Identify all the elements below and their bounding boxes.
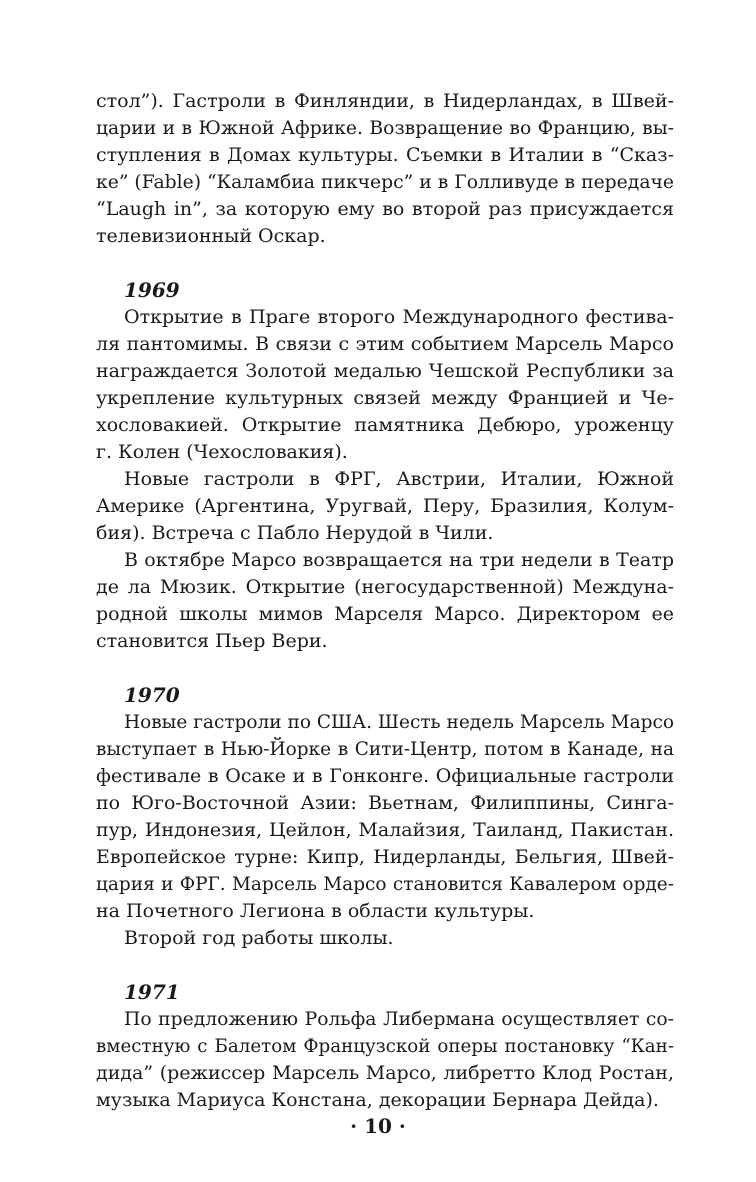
- year-heading: 1971: [124, 980, 180, 1004]
- paragraph: [96, 547, 674, 655]
- text-line: Новые гастроли по США. Шесть недель Марсель Марсо: [124, 712, 674, 733]
- intro-paragraph: [96, 88, 674, 250]
- text-line: фестивале в Осаке и в Гонконге. Официальные гастроли: [96, 765, 674, 787]
- text-line: выступает в Нью-Йорке в Сити-Центр, потом в Канаде, на: [96, 739, 674, 760]
- text-line: г. Колен (Чехословакия).: [96, 441, 348, 463]
- text-line: по Юго-Восточной Азии: Вьетнам, Филиппины, Синга-: [96, 792, 674, 814]
- text-line: цария и ФРГ. Марсель Марсо становится Кавалером орде-: [96, 874, 674, 895]
- text-line: царии и в Южной Африке. Возвращение во Францию, вы-: [96, 118, 674, 139]
- paragraph: [96, 466, 674, 547]
- text-line: Второй год работы школы.: [124, 927, 394, 949]
- paragraph: [96, 1006, 674, 1114]
- text-line: дида” (режиссер Марсель Марсо, либретто Клод Ростан,: [96, 1062, 674, 1084]
- text-line: Открытие в Праге второго Международного фестива-: [124, 306, 674, 328]
- text-line: ля пантомимы. В связи с этим событием Марсель Марсо: [96, 333, 674, 355]
- section-1969: [96, 277, 674, 655]
- text-line: становится Пьер Вери.: [96, 630, 328, 652]
- year-heading: 1969: [124, 278, 180, 302]
- section-1971: [96, 979, 674, 1114]
- paragraph: [96, 709, 674, 925]
- year-heading: 1970: [124, 683, 180, 707]
- text-line: де ла Мюзик. Открытие (негосударственной) Междуна-: [96, 576, 674, 598]
- text-line: на Почетного Легиона в области культуры.: [96, 900, 535, 922]
- text-line: Америке (Аргентина, Уругвай, Перу, Бразилия, Колум-: [96, 495, 674, 517]
- paragraph: [96, 925, 674, 952]
- page-body: [96, 88, 674, 1114]
- text-line: укрепление культурных связей между Францией и Че-: [96, 387, 674, 409]
- text-line: хословакией. Открытие памятника Дебюро, уроженцу: [96, 414, 674, 436]
- text-line: ступления в Домах культуры. Съемки в Италии в “Сказ-: [96, 144, 674, 166]
- text-line: бия). Встреча с Пабло Нерудой в Чили.: [96, 522, 494, 544]
- text-line: “Laugh in”, за которую ему во второй раз присуждается: [96, 198, 674, 220]
- text-line: музыка Мариуса Констана, декорации Бернара Дейда).: [96, 1089, 659, 1111]
- text-line: родной школы мимов Марселя Марсо. Директором ее: [96, 603, 674, 625]
- text-line: ке” (Fable) “Каламбиа пикчерс” и в Голливуде в передаче: [96, 172, 674, 193]
- page-number: · 10 ·: [350, 1114, 406, 1138]
- text-line: По предложению Рольфа Либермана осуществляет со-: [124, 1009, 674, 1030]
- text-line: Новые гастроли в ФРГ, Австрии, Италии, Южной: [124, 468, 674, 490]
- text-line: вместную с Балетом Французской оперы постановку “Кан-: [96, 1036, 674, 1057]
- text-line: В октябре Марсо возвращается на три недели в Театр: [124, 549, 674, 571]
- text-line: стол”). Гастроли в Финляндии, в Нидерландах, в Швей-: [96, 90, 674, 112]
- text-line: пур, Индонезия, Цейлон, Малайзия, Таиланд, Пакистан.: [96, 819, 674, 841]
- section-1970: [96, 682, 674, 952]
- text-line: телевизионный Оскар.: [96, 225, 326, 247]
- text-line: Европейское турне: Кипр, Нидерланды, Бельгия, Швей-: [96, 846, 674, 868]
- text-line: награждается Золотой медалью Чешской Республики за: [96, 360, 674, 382]
- paragraph: [96, 304, 674, 466]
